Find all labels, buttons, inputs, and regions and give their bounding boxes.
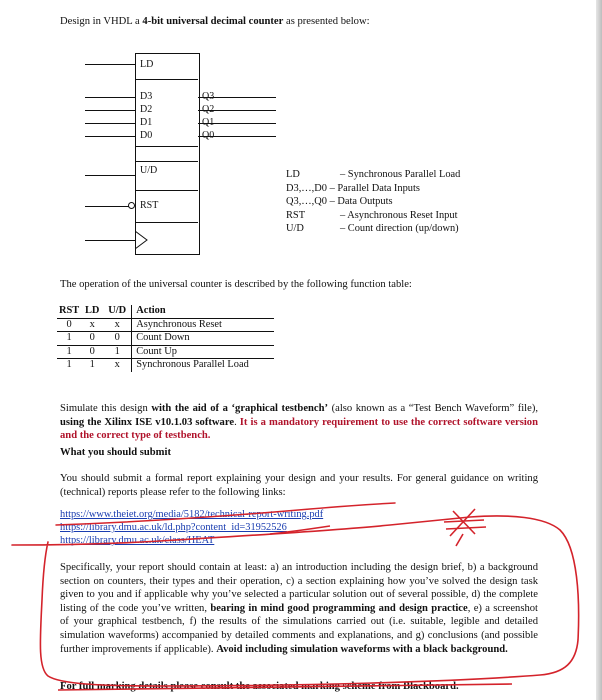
function-table-header: RST LD U/D Action bbox=[57, 305, 274, 318]
pin-q3: Q3 bbox=[202, 91, 215, 102]
pin-d2: D2 bbox=[140, 104, 153, 115]
legend-row: Q3,…,Q0 – Data Outputs bbox=[286, 196, 393, 207]
pin-ud: U/D bbox=[140, 165, 158, 176]
wire-d2 bbox=[85, 110, 135, 111]
function-table bbox=[57, 305, 274, 372]
table-row: 0 x x Asynchronous Reset bbox=[57, 318, 274, 332]
link-dmu-heat[interactable]: https://library.dmu.ac.uk/class/HEAT bbox=[60, 535, 215, 546]
pin-d3: D3 bbox=[140, 91, 153, 102]
red-star-mark bbox=[444, 509, 486, 546]
ud-section-divider bbox=[135, 161, 198, 162]
link-theiet[interactable]: https://www.theiet.org/media/5182/technical-report-writing.pdf bbox=[60, 509, 324, 520]
table-row: 1 0 0 Count Down bbox=[57, 332, 274, 346]
link-dmu-ld[interactable]: https://library.dmu.ac.uk/ld.php?content_id=31952526 bbox=[60, 522, 287, 533]
wire-q2 bbox=[198, 110, 276, 111]
clk-section-divider bbox=[135, 222, 198, 223]
wire-d1 bbox=[85, 123, 135, 124]
wire-q1 bbox=[198, 123, 276, 124]
intro-bold: 4-bit universal decimal counter bbox=[142, 16, 284, 27]
clock-triangle-icon bbox=[135, 228, 149, 252]
table-row: 1 0 1 Count Up bbox=[57, 345, 274, 359]
intro-line bbox=[60, 15, 370, 28]
counter-body bbox=[135, 53, 200, 255]
pin-rst: RST bbox=[140, 200, 159, 211]
report-paragraph: You should submit a formal report explaining your design and your results. For general guidance on writing (technical) reports please refer to the following links: bbox=[60, 473, 538, 498]
submit-heading: What you should submit bbox=[60, 447, 171, 458]
legend-row: U/D – Count direction (up/down) bbox=[286, 223, 459, 234]
legend-row: LD – Synchronous Parallel Load bbox=[286, 169, 461, 180]
rst-inversion-bubble bbox=[128, 202, 135, 209]
pin-q2: Q2 bbox=[202, 104, 215, 115]
wire-rst bbox=[85, 206, 129, 207]
wire-q3 bbox=[198, 97, 276, 98]
page-edge-shadow bbox=[596, 0, 602, 700]
wire-clk bbox=[85, 240, 135, 241]
mandatory-requirement-text: It is a mandatory requirement to use the correct software version and the correct type of testbench. bbox=[60, 416, 538, 442]
pin-ld: LD bbox=[140, 59, 154, 70]
specifically-paragraph: Specifically, your report should contain at least: a) an introduction including the design brief, b) a background section on counters, their types and their operation, c) a section explaining how you’ve solved the design task given to you and if applicable why you’ve selected a particular solution out of several possible, d) the complete listing of the code you’ve written, bearing in mind good programming and design practice, e) a screenshot of your graphical testbench, f) the results of the simulations carried out (i.e. suitable, legible and detailed simulation waveforms) accompanied by detailed comments and explanations, and g) conclusions (and possible further improvements if applicable). Avoid including simulation waveforms with a black background. bbox=[60, 562, 539, 655]
rst-section-divider bbox=[135, 190, 198, 191]
pin-d0: D0 bbox=[140, 130, 153, 141]
pin-q1: Q1 bbox=[202, 117, 215, 128]
operation-text: The operation of the universal counter is described by the following function table: bbox=[60, 279, 412, 290]
intro-prefix: Design in VHDL a bbox=[60, 16, 143, 27]
simulate-paragraph: Simulate this design with the aid of a ‘graphical testbench’ (also known as a “Test Bench Waveform” file), using the Xilinx ISE v10.1.03 software. It is a mandatory requirement to use the correct software version and the correct type of testbench. bbox=[60, 403, 538, 442]
wire-ud bbox=[85, 175, 135, 176]
legend-row: RST – Asynchronous Reset Input bbox=[286, 209, 458, 221]
pin-d1: D1 bbox=[140, 117, 153, 128]
signal-legend bbox=[286, 168, 460, 236]
wire-q0 bbox=[198, 136, 276, 137]
wire-ld bbox=[85, 64, 135, 65]
wire-d3 bbox=[85, 97, 135, 98]
data-section-divider bbox=[135, 146, 198, 147]
reference-links bbox=[60, 508, 323, 547]
table-row: 1 1 x Synchronous Parallel Load bbox=[57, 359, 274, 372]
intro-suffix: as presented below: bbox=[283, 16, 370, 27]
legend-row: D3,…,D0 – Parallel Data Inputs bbox=[286, 182, 420, 194]
wire-d0 bbox=[85, 136, 135, 137]
pin-q0: Q0 bbox=[202, 130, 215, 141]
marking-footer: For full marking details please consult the associated marking scheme from Blackboard. bbox=[60, 681, 459, 692]
